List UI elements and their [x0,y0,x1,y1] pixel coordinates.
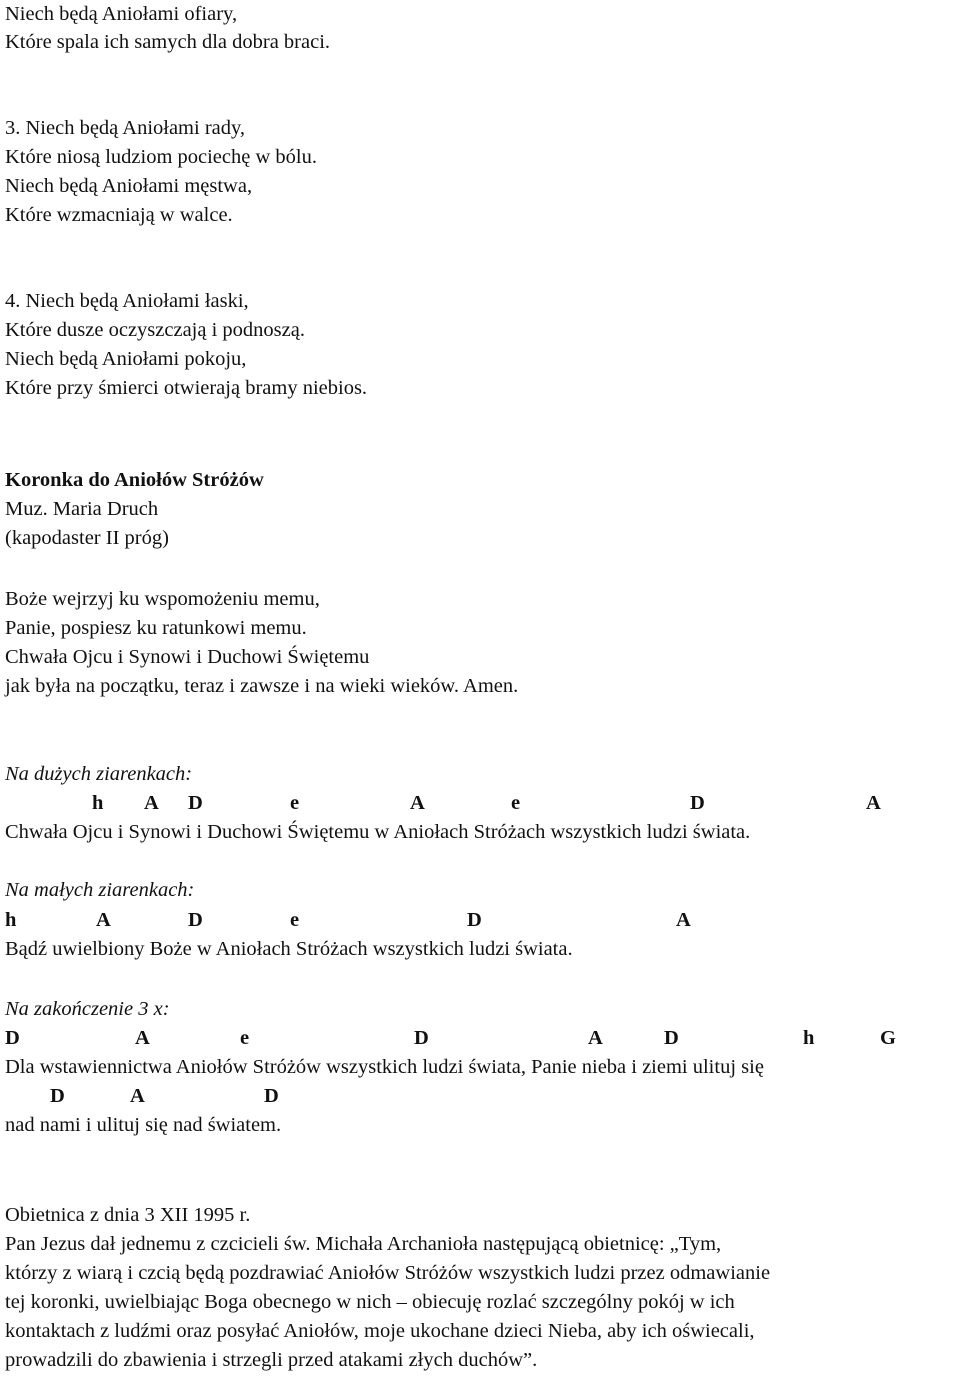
ending-text-1: Dla wstawiennictwa Aniołów Stróżów wszystkich ludzi świata, Panie nieba i ziemi ulituj się [5,1056,764,1078]
promise-line: Pan Jezus dał jednemu z czcicieli św. Michała Archanioła następującą obietnicę: „Tym, [5,1233,722,1255]
verse-line: Które dusze oczyszczają i podnoszą. [5,319,305,341]
promise-line: tej koronki, uwielbiając Boga obecnego w nich – obiecuję rozlać szczególny pokój w ich [5,1291,735,1313]
opening-line: jak była na początku, teraz i zawsze i na wieki wieków. Amen. [5,675,519,697]
chord: e [511,792,521,814]
promise-line: kontaktach z ludźmi oraz posyłać Aniołów, moje ukochane dzieci Nieba, aby ich oświecali, [5,1320,755,1342]
chord: D [467,909,482,931]
chord: D [414,1027,429,1049]
chord: D [264,1085,279,1107]
chord: D [5,1027,20,1049]
chord: D [664,1027,679,1049]
chord: h [803,1027,815,1049]
large-beads-heading: Na dużych ziarenkach: [5,763,193,785]
verse-line: 3. Niech będą Aniołami rady, [5,117,246,139]
chord: D [50,1085,65,1107]
ending-chord-row-2 [0,1082,960,1111]
verse-line: Które wzmacniają w walce. [5,204,233,226]
chord: h [5,909,17,931]
chord: G [880,1027,896,1049]
verse-line: 4. Niech będą Aniołami łaski, [5,290,249,312]
chord: e [290,909,300,931]
chord: e [290,792,300,814]
chord: e [240,1027,250,1049]
large-beads-chord-row [0,789,960,818]
chord: A [135,1027,150,1049]
verse-line: Które niosą ludziom pociechę w bólu. [5,146,317,168]
verse-line: Które spala ich samych dla dobra braci. [5,31,331,53]
ending-text-2: nad nami i ulituj się nad światem. [5,1114,282,1136]
chord: A [96,909,111,931]
chord: A [588,1027,603,1049]
capo-note: (kapodaster II próg) [5,527,169,549]
promise-line: prowadzili do zbawienia i strzegli przed atakami złych duchów”. [5,1349,538,1371]
small-beads-text: Bądź uwielbiony Boże w Aniołach Stróżach wszystkich ludzi świata. [5,938,573,960]
chord: h [92,792,104,814]
promise-line: którzy z wiarą i czcią będą pozdrawiać Aniołów Stróżów wszystkich ludzi przez odmawianie [5,1262,771,1284]
verse-line: Niech będą Aniołami męstwa, [5,175,253,197]
chord: A [866,792,881,814]
large-beads-text: Chwała Ojcu i Synowi i Duchowi Świętemu w Aniołach Stróżach wszystkich ludzi świata. [5,821,751,843]
ending-chord-row-1 [0,1024,960,1053]
chord: A [410,792,425,814]
chord: A [676,909,691,931]
chord: D [188,909,203,931]
ending-heading: Na zakończenie 3 x: [5,998,170,1020]
verse-line: Niech będą Aniołami pokoju, [5,348,247,370]
verse-line: Niech będą Aniołami ofiary, [5,3,238,25]
opening-line: Chwała Ojcu i Synowi i Duchowi Świętemu [5,646,370,668]
composer: Muz. Maria Druch [5,498,159,520]
chord: D [188,792,203,814]
chord: A [144,792,159,814]
opening-line: Panie, pospiesz ku ratunkowi memu. [5,617,307,639]
opening-line: Boże wejrzyj ku wspomożeniu memu, [5,588,320,610]
verse-line: Które przy śmierci otwierają bramy niebios. [5,377,368,399]
small-beads-heading: Na małych ziarenkach: [5,879,195,901]
small-beads-chord-row [0,906,960,935]
promise-title: Obietnica z dnia 3 XII 1995 r. [5,1204,251,1226]
chord: D [690,792,705,814]
chaplet-title: Koronka do Aniołów Stróżów [5,469,264,491]
chord: A [130,1085,145,1107]
